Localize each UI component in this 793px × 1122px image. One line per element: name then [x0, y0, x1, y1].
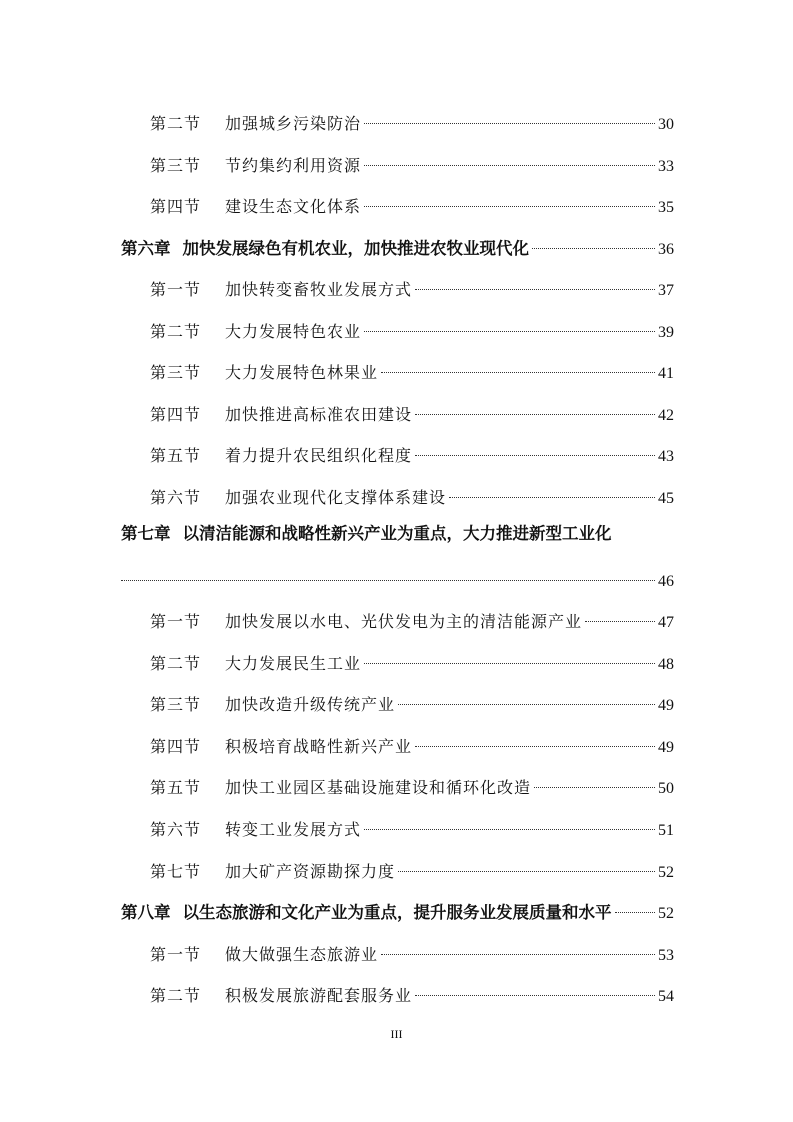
dot-leader — [364, 107, 655, 129]
toc-section-entry[interactable] — [150, 855, 674, 881]
section-label: 第六节 — [150, 820, 202, 839]
dot-leader — [415, 398, 655, 420]
entry-title: 加快发展以水电、光伏发电为主的清洁能源产业 — [225, 612, 583, 631]
page-number-ref: 30 — [658, 116, 674, 133]
page-number-ref: 36 — [658, 241, 674, 258]
page-number-ref: 50 — [658, 780, 674, 797]
page-number-ref: 45 — [658, 490, 674, 507]
section-label: 第一节 — [150, 280, 202, 299]
dot-leader — [364, 315, 655, 337]
page-number-ref: 48 — [658, 656, 674, 673]
dot-leader — [415, 273, 655, 295]
section-label: 第二节 — [150, 322, 202, 341]
toc-section-entry[interactable] — [150, 979, 674, 1005]
section-label: 第二节 — [150, 654, 202, 673]
toc-section-entry[interactable] — [150, 813, 674, 839]
toc-section-entry[interactable] — [150, 439, 674, 465]
dot-leader — [398, 855, 655, 877]
dot-leader — [121, 564, 655, 586]
toc-section-entry[interactable] — [150, 107, 674, 133]
page-number-ref: 53 — [658, 947, 674, 964]
dot-leader — [364, 647, 655, 669]
entry-title: 做大做强生态旅游业 — [225, 945, 379, 964]
section-label: 第二节 — [150, 114, 202, 133]
page-number-ref: 46 — [658, 573, 674, 590]
entry-title: 加快转变畜牧业发展方式 — [225, 280, 413, 299]
dot-leader — [364, 190, 655, 212]
toc-section-entry[interactable] — [150, 605, 674, 631]
dot-leader — [532, 232, 655, 254]
chapter-label: 第八章 — [121, 903, 171, 922]
dot-leader — [415, 979, 655, 1001]
page-number-ref: 49 — [658, 697, 674, 714]
entry-title: 以生态旅游和文化产业为重点，提升服务业发展质量和水平 — [182, 903, 612, 922]
toc-section-entry[interactable] — [150, 356, 674, 382]
toc-section-entry[interactable] — [150, 730, 674, 756]
section-label: 第三节 — [150, 363, 202, 382]
dot-leader — [585, 605, 655, 627]
toc-section-entry[interactable] — [150, 481, 674, 507]
section-label: 第四节 — [150, 197, 202, 216]
toc-section-entry[interactable] — [150, 647, 674, 673]
section-label: 第五节 — [150, 446, 202, 465]
section-label: 第一节 — [150, 612, 202, 631]
dot-leader — [364, 149, 655, 171]
toc-section-entry[interactable] — [150, 688, 674, 714]
entry-title: 大力发展特色农业 — [225, 322, 362, 341]
chapter-label: 第六章 — [121, 239, 171, 258]
section-label: 第五节 — [150, 778, 202, 797]
page-number-ref: 41 — [658, 365, 674, 382]
entry-title: 加强农业现代化支撑体系建设 — [225, 488, 447, 507]
dot-leader — [364, 813, 655, 835]
section-label: 第七节 — [150, 862, 202, 881]
entry-title: 积极培育战略性新兴产业 — [225, 737, 413, 756]
entry-title: 以清洁能源和战略性新兴产业为重点，大力推进新型工业化 — [182, 524, 612, 543]
section-label: 第一节 — [150, 945, 202, 964]
entry-title: 加大矿产资源勘探力度 — [225, 862, 396, 881]
dot-leader — [381, 938, 655, 960]
entry-title: 大力发展民生工业 — [225, 654, 362, 673]
page-number-ref: 42 — [658, 407, 674, 424]
section-label: 第二节 — [150, 986, 202, 1005]
toc-chapter-entry[interactable] — [121, 896, 674, 922]
page-number-ref: 33 — [658, 158, 674, 175]
entry-title: 加快工业园区基础设施建设和循环化改造 — [225, 778, 532, 797]
page-number-ref: 37 — [658, 282, 674, 299]
section-label: 第四节 — [150, 405, 202, 424]
toc-chapter-entry-continuation[interactable] — [121, 564, 674, 590]
toc-section-entry[interactable] — [150, 938, 674, 964]
section-label: 第三节 — [150, 695, 202, 714]
entry-title: 转变工业发展方式 — [225, 820, 362, 839]
toc-chapter-entry[interactable] — [121, 523, 674, 545]
page-number: III — [390, 1027, 403, 1041]
page-number-ref: 43 — [658, 448, 674, 465]
entry-title: 加快改造升级传统产业 — [225, 695, 396, 714]
toc-section-entry[interactable] — [150, 771, 674, 797]
dot-leader — [381, 356, 655, 378]
entry-title: 积极发展旅游配套服务业 — [225, 986, 413, 1005]
entry-title: 加快发展绿色有机农业，加快推进农牧业现代化 — [182, 239, 529, 258]
section-label: 第四节 — [150, 737, 202, 756]
dot-leader — [415, 730, 655, 752]
dot-leader — [615, 896, 656, 918]
section-label: 第六节 — [150, 488, 202, 507]
page-number-ref: 54 — [658, 988, 674, 1005]
entry-title: 大力发展特色林果业 — [225, 363, 379, 382]
toc-section-entry[interactable] — [150, 190, 674, 216]
page-number-ref: 51 — [658, 822, 674, 839]
entry-title: 加快推进高标准农田建设 — [225, 405, 413, 424]
section-label: 第三节 — [150, 156, 202, 175]
page-number-ref: 39 — [658, 324, 674, 341]
entry-title: 加强城乡污染防治 — [225, 114, 362, 133]
entry-title: 建设生态文化体系 — [225, 197, 362, 216]
page-number-ref: 35 — [658, 199, 674, 216]
toc-section-entry[interactable] — [150, 149, 674, 175]
page-number-ref: 49 — [658, 739, 674, 756]
entry-title: 着力提升农民组织化程度 — [225, 446, 413, 465]
page-number-ref: 47 — [658, 614, 674, 631]
page-number-ref: 52 — [658, 864, 674, 881]
toc-chapter-entry[interactable] — [121, 232, 674, 258]
dot-leader — [449, 481, 655, 503]
entry-title: 节约集约利用资源 — [225, 156, 362, 175]
dot-leader — [534, 771, 655, 793]
toc-section-entry[interactable] — [150, 315, 674, 341]
chapter-label: 第七章 — [121, 524, 171, 543]
page-number-ref: 52 — [658, 905, 674, 922]
dot-leader — [415, 439, 655, 461]
toc-section-entry[interactable] — [150, 398, 674, 424]
toc-section-entry[interactable] — [150, 273, 674, 299]
dot-leader — [398, 688, 655, 710]
